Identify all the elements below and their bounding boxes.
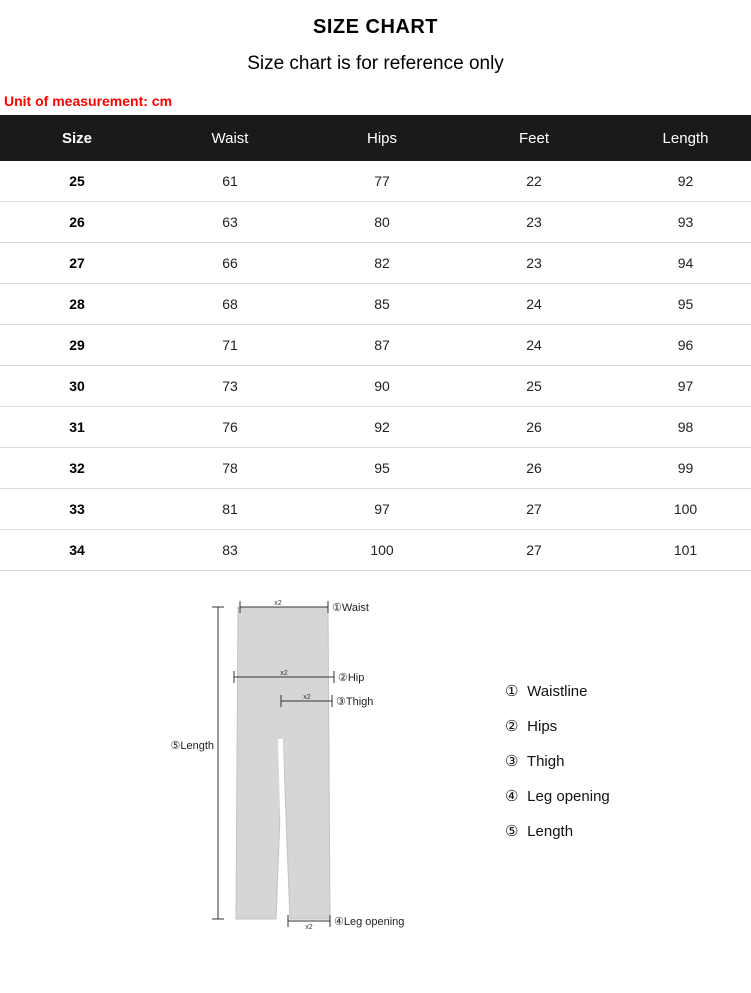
cell-length: 99 <box>610 448 751 489</box>
cell-size: 34 <box>0 530 154 571</box>
cell-feet: 23 <box>458 202 610 243</box>
cell-waist: 73 <box>154 366 306 407</box>
table-row <box>0 530 751 571</box>
table-row <box>0 325 751 366</box>
cell-hips: 87 <box>306 325 458 366</box>
cell-size: 33 <box>0 489 154 530</box>
cell-length: 97 <box>610 366 751 407</box>
cell-waist: 81 <box>154 489 306 530</box>
cell-hips: 77 <box>306 161 458 202</box>
cell-feet: 23 <box>458 243 610 284</box>
cell-size: 28 <box>0 284 154 325</box>
cell-feet: 26 <box>458 407 610 448</box>
column-header-length: Length <box>610 115 751 161</box>
table-header <box>0 115 751 161</box>
length-callout-label: ⑤Length <box>170 740 214 752</box>
waist-x2-label: x2 <box>274 600 282 607</box>
cell-length: 94 <box>610 243 751 284</box>
leg-opening-callout-label: ④Leg opening <box>334 916 405 928</box>
thigh-x2-label: x2 <box>303 694 311 701</box>
cell-feet: 22 <box>458 161 610 202</box>
table-row <box>0 448 751 489</box>
table-row <box>0 489 751 530</box>
cell-size: 29 <box>0 325 154 366</box>
hip-callout-label: ②Hip <box>338 672 365 684</box>
cell-size: 30 <box>0 366 154 407</box>
cell-feet: 26 <box>458 448 610 489</box>
leg-opening-x2-label: x2 <box>305 924 313 931</box>
cell-length: 96 <box>610 325 751 366</box>
cell-length: 92 <box>610 161 751 202</box>
cell-waist: 68 <box>154 284 306 325</box>
cell-length: 98 <box>610 407 751 448</box>
cell-hips: 92 <box>306 407 458 448</box>
cell-hips: 85 <box>306 284 458 325</box>
cell-length: 100 <box>610 489 751 530</box>
table-row <box>0 407 751 448</box>
cell-feet: 24 <box>458 325 610 366</box>
page-title: SIZE CHART <box>313 16 438 38</box>
legend-number-1: ① <box>505 683 519 700</box>
cell-hips: 100 <box>306 530 458 571</box>
cell-hips: 90 <box>306 366 458 407</box>
cell-length: 93 <box>610 202 751 243</box>
legend-label-leg-opening: Leg opening <box>527 788 610 805</box>
cell-size: 31 <box>0 407 154 448</box>
cell-size: 26 <box>0 202 154 243</box>
column-header-hips: Hips <box>306 115 458 161</box>
legend-item-length <box>505 814 610 849</box>
column-header-waist: Waist <box>154 115 306 161</box>
cell-feet: 27 <box>458 489 610 530</box>
cell-hips: 95 <box>306 448 458 489</box>
cell-waist: 66 <box>154 243 306 284</box>
cell-hips: 80 <box>306 202 458 243</box>
cell-waist: 76 <box>154 407 306 448</box>
legend-label-length: Length <box>527 823 574 840</box>
cell-size: 25 <box>0 161 154 202</box>
legend-label-waistline: Waistline <box>527 683 588 700</box>
size-chart-page <box>0 8 751 993</box>
column-header-feet: Feet <box>458 115 610 161</box>
hip-x2-label: x2 <box>280 670 288 677</box>
table-row <box>0 202 751 243</box>
cell-hips: 97 <box>306 489 458 530</box>
cell-length: 101 <box>610 530 751 571</box>
legend-number-3: ③ <box>505 753 519 770</box>
waist-callout-label: ①Waist <box>332 602 369 614</box>
pants-illustration <box>150 589 480 969</box>
table-row <box>0 243 751 284</box>
cell-size: 27 <box>0 243 154 284</box>
size-chart-table <box>0 115 751 571</box>
legend-label-thigh: Thigh <box>526 753 565 770</box>
legend-item-leg-opening <box>505 779 610 814</box>
cell-feet: 27 <box>458 530 610 571</box>
cell-length: 95 <box>610 284 751 325</box>
thigh-callout-label: ③Thigh <box>336 696 374 708</box>
legend-item-waistline <box>505 674 610 709</box>
cell-waist: 61 <box>154 161 306 202</box>
legend-item-hips <box>505 709 610 744</box>
column-header-size: Size <box>0 115 154 161</box>
table-row <box>0 284 751 325</box>
cell-feet: 24 <box>458 284 610 325</box>
table-row <box>0 161 751 202</box>
page-subtitle: Size chart is for reference only <box>247 53 504 74</box>
cell-size: 32 <box>0 448 154 489</box>
table-body <box>0 161 751 571</box>
cell-waist: 83 <box>154 530 306 571</box>
unit-of-measurement: Unit of measurement: cm <box>4 93 173 109</box>
legend-number-4: ④ <box>505 788 519 805</box>
cell-feet: 25 <box>458 366 610 407</box>
legend-number-5: ⑤ <box>505 823 519 840</box>
legend-number-2: ② <box>505 718 519 735</box>
cell-hips: 82 <box>306 243 458 284</box>
cell-waist: 71 <box>154 325 306 366</box>
legend-label-hips: Hips <box>527 718 558 735</box>
legend-item-thigh <box>505 744 610 779</box>
measurement-diagram <box>0 589 751 989</box>
cell-waist: 63 <box>154 202 306 243</box>
table-header-row <box>0 115 751 161</box>
measurement-legend <box>505 674 610 849</box>
table-row <box>0 366 751 407</box>
cell-waist: 78 <box>154 448 306 489</box>
